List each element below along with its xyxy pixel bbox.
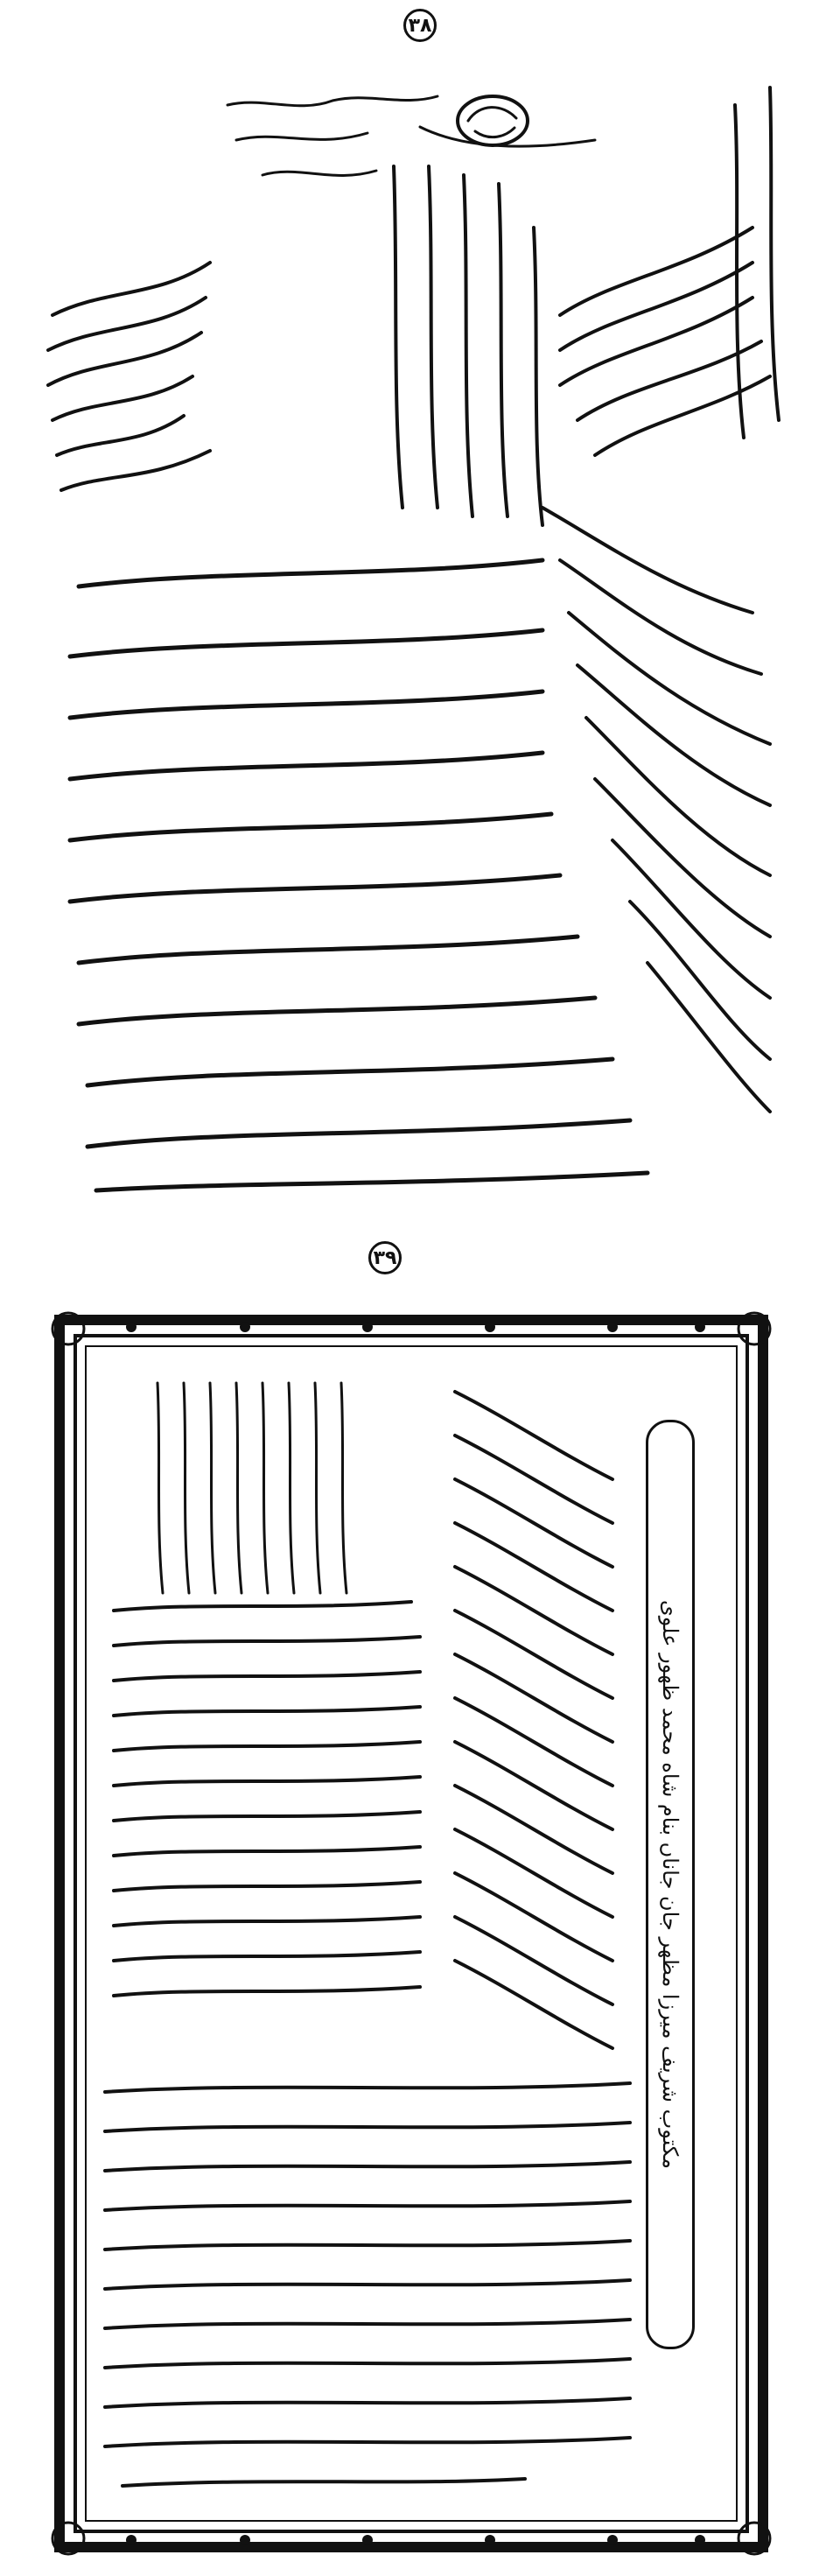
manuscript-lower [0,1278,840,2565]
page-number-bottom: ۳۹ [368,1241,402,1274]
manuscript-upper [0,53,840,1208]
page-number-top: ۳۸ [403,9,437,42]
title-cartouche [646,1420,695,2349]
letter-title: مکتوب شریف میرزا مظهر جان جاناں بنام شاه محمد ظهور علوی [658,1599,682,2169]
seal-stamp-icon [458,96,528,145]
